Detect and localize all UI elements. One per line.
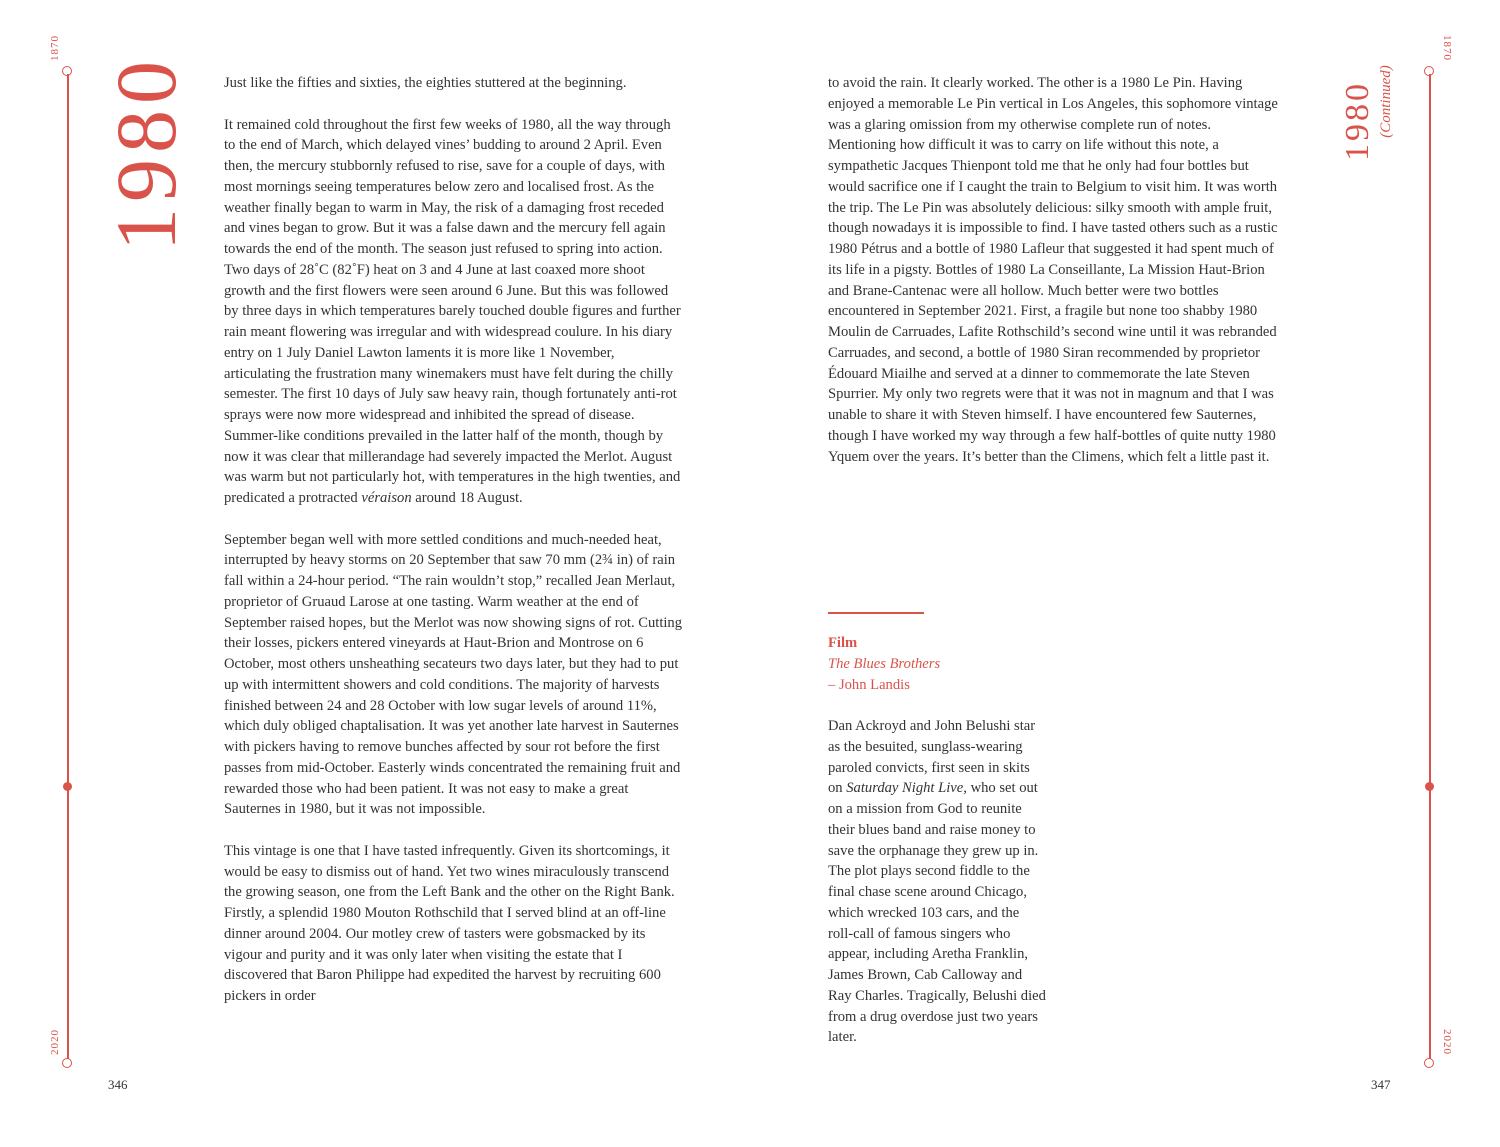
right-page-text <box>828 73 1278 488</box>
page-number-right: 347 <box>1371 1077 1391 1092</box>
italic-term: véraison <box>361 490 412 506</box>
film-divider <box>828 612 924 614</box>
film-title: The Blues Brothers <box>828 655 941 672</box>
timeline-start-year: 1870 <box>1441 35 1453 61</box>
timeline-end-marker <box>62 1058 72 1068</box>
film-sidebar-header <box>828 633 1068 695</box>
timeline-position-marker <box>63 782 72 791</box>
timeline-rail-left <box>48 0 88 1147</box>
timeline-end-year: 2020 <box>1441 1029 1453 1055</box>
left-page-text <box>224 73 684 1028</box>
timeline-line <box>1429 74 1431 1060</box>
paragraph: Just like the fifties and sixties, the eighties stuttered at the beginning. <box>224 75 627 91</box>
page-number-left: 346 <box>108 1077 128 1092</box>
film-description: Dan Ackroyd and John Belushi star as the besuited, sunglass-wearing paroled convicts, first seen in skits on Saturday Night Live, who set out on a mission from God to reunite their blues band and raise money to save the orphanage they grew up in. The plot plays second fiddle to the final chase scene around Chicago, which wrecked 103 cars, and the roll-call of famous singers who appear, including Aretha Franklin, James Brown, Cab Calloway and Ray Charles. Tragically, Belushi died from a drug overdose just two years later. <box>828 718 1046 1046</box>
timeline-start-year: 1870 <box>49 35 61 61</box>
paragraph: September began well with more settled conditions and much-needed heat, interrupted by heavy storms on 20 September that saw 70 mm (2¾ in) of rain fall within a 24-hour period. “The rain wouldn’t stop,” recalled Jean Merlaut, proprietor of Gruaud Larose at one tasting. Warm weather at the end of September raised hopes, but the Merlot was now showing signs of rot. Cutting their losses, pickers entered vineyards at Haut-Brion and Montrose on 6 October, most others unsheathing secateurs two days later, but they had to put up with intermittent showers and cold conditions. The majority of harvests finished between 24 and 28 October with low sugar levels of around 11%, which duly obliged chaptalisation. It was yet another late harvest in Sauternes with pickers having to remove bunches affected by sour rot before the first passes from mid-October. Easterly winds concentrated the remaining fruit and rewarded those who had been patient. It was not easy to make a great Sauternes in 1980, but it was not impossible. <box>224 531 683 818</box>
chapter-year-heading: 1980 <box>98 55 194 251</box>
film-director: – John Landis <box>828 676 910 693</box>
timeline-line <box>67 74 69 1060</box>
paragraph: It remained cold throughout the first few weeks of 1980, all the way through to the end of March, which delayed vines’ budding to around 2 April. Even then, the mercury stubbornly refused to rise, save for a couple of days, with most mornings seeing temperatures below zero and localised frost. As the weather finally began to warm in May, the risk of a damaging frost receded and vines began to grow. But it was a false dawn and the mercury fell again towards the end of the month. The season just refused to spring into action. Two days of 28˚C (82˚F) heat on 3 and 4 June at last coaxed more shoot growth and the first flowers were seen around 6 June. But this was followed by three days in which temperatures barely touched double figures and further rain meant flowering was irregular and with widespread coulure. In his diary entry on 1 July Daniel Lawton laments it is more like 1 November, articulating the frustration many winemakers must have felt during the chilly semester. The first 10 days of July saw heavy rain, though fortunately anti-rot sprays were now more widespread and inhibited the spread of disease. Summer-like conditions prevailed in the latter half of the month, though by now it was clear that millerandage had severely impacted the Merlot. August was warm but not particularly hot, with temperatures in the high twenties, and predicated a protracted véraison around 18 August. <box>224 116 681 506</box>
paragraph: This vintage is one that I have tasted infrequently. Given its shortcomings, it would be easy to dismiss out of hand. Yet two wines miraculously transcend the growing season, one from the Left Bank and the other on the Right Bank. Firstly, a splendid 1980 Mouton Rothschild that I served blind at an off-line dinner around 2004. Our motley crew of tasters were gobsmacked by its vigour and purity and it was only later when visiting the estate that I discovered that Baron Philippe had expedited the harvest by recruiting 600 pickers in order <box>224 842 675 1004</box>
film-heading: Film <box>828 635 858 651</box>
timeline-rail-right <box>1410 0 1453 1147</box>
continued-year-heading: 1980 <box>1339 81 1376 161</box>
paragraph: to avoid the rain. It clearly worked. The other is a 1980 Le Pin. Having enjoyed a memorable Le Pin vertical in Los Angeles, this sophomore vintage was a glaring omission from my otherwise complete run of notes. Mentioning how difficult it was to carry on life without this note, a sympathetic Jacques Thienpont told me that he only had four bottles but would sacrifice one if I caught the train to Belgium to visit him. It was worth the trip. The Le Pin was absolutely delicious: silky smooth with ample fruit, though nowadays it is impossible to find. I have tasted others such as a rustic 1980 Pétrus and a bottle of 1980 Lafleur that suggested it had spent much of its life in a pigsty. Bottles of 1980 La Conseillante, La Mission Haut-Brion and Brane-Cantenac were all hollow. Much better were two bottles encountered in September 2021. First, a fragile but none too shabby 1980 Moulin de Carruades, Lafite Rothschild’s second wine until it was rebranded Carruades, and second, a bottle of 1980 Siran recommended by proprietor Édouard Miailhe and served at a dinner to commemorate the late Steven Spurrier. My only two regrets were that it was not in magnum and that I was unable to share it with Steven himself. I have encountered few Sauternes, though I have worked my way through a few half-bottles of quite nutty 1980 Yquem over the years. It’s better than the Climens, which felt a little past it. <box>828 75 1278 465</box>
timeline-end-year: 2020 <box>49 1029 61 1055</box>
timeline-end-marker <box>1424 1058 1434 1068</box>
timeline-position-marker <box>1425 782 1434 791</box>
continued-label: (Continued) <box>1377 65 1394 138</box>
